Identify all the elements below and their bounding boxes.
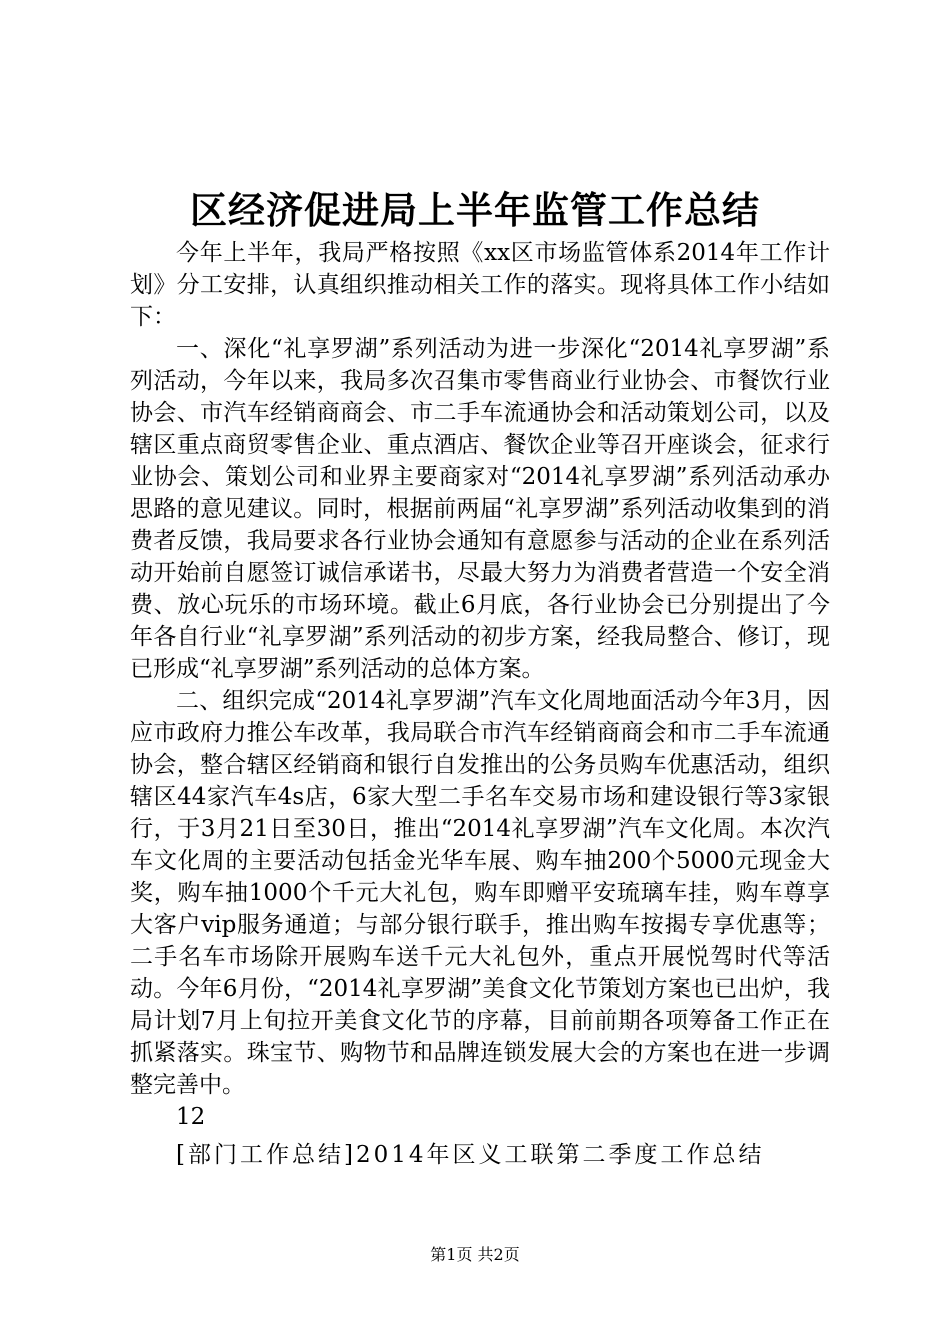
paragraph-intro: 今年上半年，我局严格按照《xx区市场监管体系2014年工作计划》分工安排，认真组织推动相关工作的落实。现将具体工作小结如下：	[130, 240, 830, 330]
document-body	[130, 237, 830, 1171]
paragraph-section-one: 一、深化“礼享罗湖”系列活动为进一步深化“2014礼享罗湖”系列活动，今年以来，我局多次召集市零售商业行业协会、市餐饮行业协会、市汽车经销商商会、市二手车流通协会和活动策划公司，以及辖区重点商贸零售企业、重点酒店、餐饮企业等召开座谈会，征求行业协会、策划公司和业界主要商家对“2014礼享罗湖”系列活动承办思路的意见建议。同时，根据前两届“礼享罗湖”系列活动收集到的消费者反馈，我局要求各行业协会通知有意愿参与活动的企业在系列活动开始前自愿签订诚信承诺书，尽最大努力为消费者营造一个安全消费、放心玩乐的市场环境。截止6月底，各行业协会已分别提出了今年各自行业“礼享罗湖”系列活动的初步方案，经我局整合、修订，现已形成“礼享罗湖”系列活动的总体方案。	[130, 336, 830, 682]
paragraph-section-two: 二、组织完成“2014礼享罗湖”汽车文化周地面活动今年3月，因应市政府力推公车改革，我局联合市汽车经销商商会和市二手车流通协会，整合辖区经销商和银行自发推出的公务员购车优惠活动，组织辖区44家汽车4s店，6家大型二手名车交易市场和建设银行等3家银行，于3月21日至30日，推出“2014礼享罗湖”汽车文化周。本次汽车文化周的主要活动包括金光华车展、购车抽200个5000元现金大奖，购车抽1000个千元大礼包，购车即赠平安琉璃车挂，购车尊享大客户vip服务通道；与部分银行联手，推出购车按揭专享优惠等；二手名车市场除开展购车送千元大礼包外，重点开展悦驾时代等活动。今年6月份，“2014礼享罗湖”美食文化节策划方案也已出炉，我局计划7月上旬拉开美食文化节的序幕，目前前期各项筹备工作正在抓紧落实。珠宝节、购物节和品牌连锁发展大会的方案也在进一步调整完善中。	[130, 688, 830, 1098]
related-article-link[interactable]: [部门工作总结]2014年区义工联第二季度工作总结	[176, 1142, 765, 1168]
document-title: 区经济促进局上半年监管工作总结	[190, 188, 760, 232]
page-footer: 第1页 共2页	[430, 1245, 520, 1264]
page-marker: 12	[176, 1104, 206, 1130]
